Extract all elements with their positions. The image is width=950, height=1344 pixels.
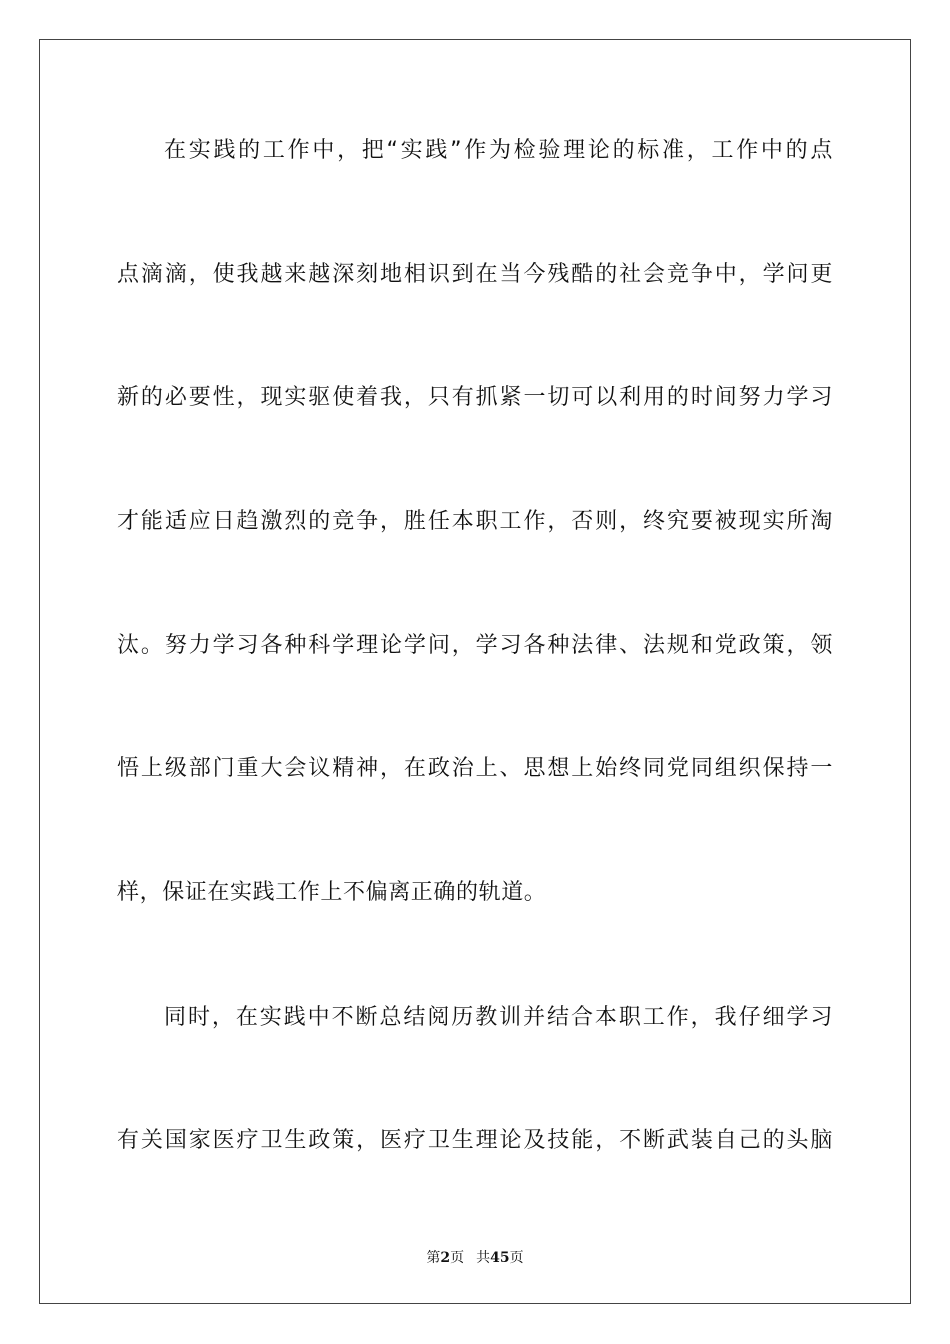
page-border <box>39 39 911 1304</box>
page-number: 2 <box>440 1250 451 1266</box>
page-footer <box>0 1248 950 1268</box>
paragraph-1-line-2: 点滴滴，使我越来越深刻地相识到在当今残酷的社会竞争中，学问更 <box>117 262 833 287</box>
paragraph-1-line-7: 样，保证在实践工作上不偏离正确的轨道。 <box>117 880 547 905</box>
total-prefix: 共 <box>476 1250 491 1266</box>
paragraph-1-line-3: 新的必要性，现实驱使着我，只有抓紧一切可以利用的时间努力学习 <box>117 385 833 410</box>
paragraph-1-line-1: 在实践的工作中，把“实践”作为检验理论的标准，工作中的点 <box>164 138 833 163</box>
total-suffix: 页 <box>509 1250 524 1266</box>
total-pages: 45 <box>490 1250 510 1266</box>
page-suffix: 页 <box>450 1250 465 1266</box>
paragraph-1-line-4: 才能适应日趋激烈的竞争，胜任本职工作，否则，终究要被现实所淘 <box>117 509 833 534</box>
paragraph-1-line-5: 汰。努力学习各种科学理论学问，学习各种法律、法规和党政策，领 <box>117 633 833 658</box>
paragraph-2-line-2: 有关国家医疗卫生政策，医疗卫生理论及技能，不断武装自己的头脑 <box>117 1128 833 1153</box>
page-prefix: 第 <box>426 1250 441 1266</box>
paragraph-2-line-1: 同时，在实践中不断总结阅历教训并结合本职工作，我仔细学习 <box>164 1005 833 1030</box>
paragraph-1-line-6: 悟上级部门重大会议精神，在政治上、思想上始终同党同组织保持一 <box>117 756 833 781</box>
